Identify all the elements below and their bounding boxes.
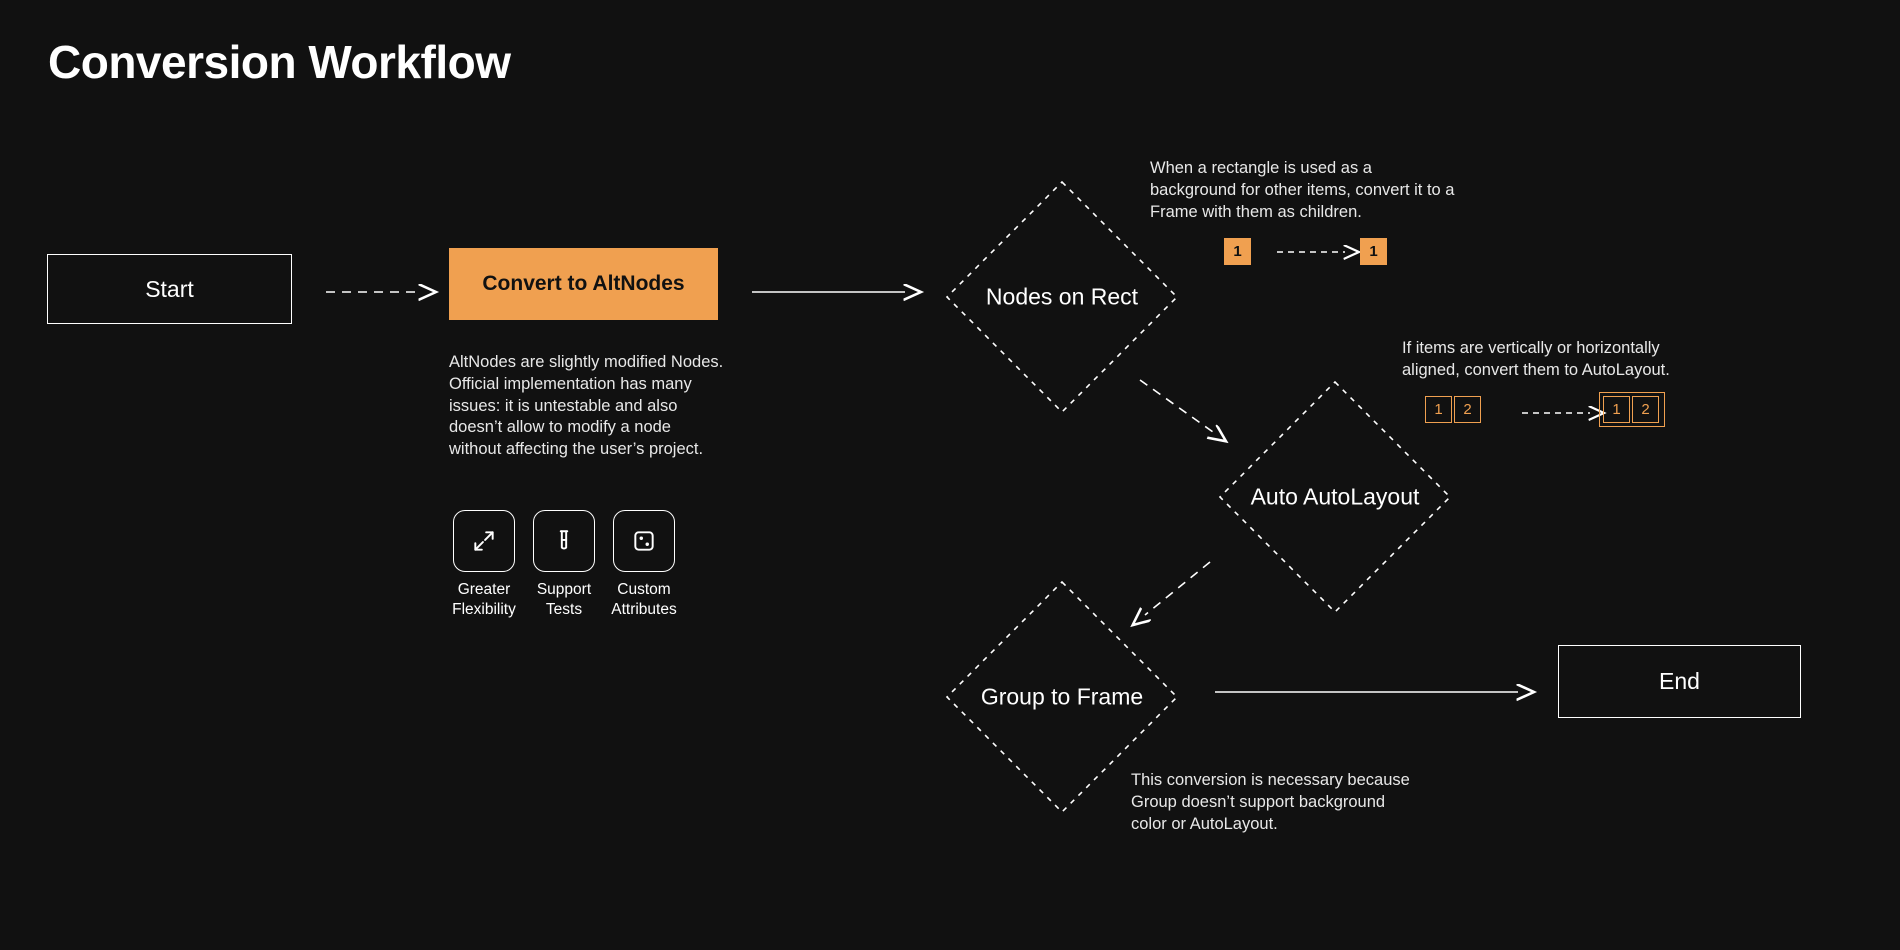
- note-group-to-frame: This conversion is necessary because Group doesn’t support background color or AutoLayout.: [1131, 771, 1410, 833]
- node-group-to-frame-label: Group to Frame: [980, 683, 1144, 710]
- node-convert-to-altnodes[interactable]: [449, 248, 718, 320]
- test-tube-icon: [533, 510, 595, 572]
- chip-group-align-after: [1599, 392, 1665, 427]
- node-convert-label: Convert to AltNodes: [482, 272, 685, 295]
- page-title: Conversion Workflow: [48, 36, 511, 88]
- node-start-label: Start: [145, 275, 194, 302]
- node-end-label: End: [1659, 668, 1700, 694]
- expand-arrows-icon: [453, 510, 515, 572]
- feature-support-tests: [532, 510, 596, 620]
- feature-label: Support Tests: [536, 581, 592, 618]
- node-nodes-on-rect-label: Nodes on Rect: [985, 283, 1139, 310]
- node-end[interactable]: [1558, 645, 1801, 718]
- chip-group-rect-before: [1224, 238, 1253, 265]
- chip: 2: [1454, 396, 1481, 423]
- node-auto-autolayout-label: Auto AutoLayout: [1250, 483, 1420, 510]
- custom-attributes-icon: [613, 510, 675, 572]
- node-start[interactable]: [47, 254, 292, 324]
- feature-label: Custom Attributes: [611, 581, 677, 618]
- chip: 1: [1603, 396, 1630, 423]
- chip-group-align-before: [1425, 396, 1483, 423]
- note-altnodes: AltNodes are slightly modified Nodes. Official implementation has many issues: it is untestable and also doesn’t allow to modify a node without affecting the user’s project.: [449, 353, 724, 459]
- chip: 1: [1425, 396, 1452, 423]
- feature-custom-attributes: [612, 510, 676, 620]
- feature-list: [452, 510, 676, 620]
- node-nodes-on-rect[interactable]: [943, 178, 1181, 416]
- chip-group-rect-after: [1360, 238, 1389, 265]
- feature-greater-flexibility: [452, 510, 516, 620]
- note-nodes-on-rect: When a rectangle is used as a background for other items, convert it to a Frame with them as children.: [1150, 159, 1455, 221]
- chip: 1: [1224, 238, 1251, 265]
- chip: 2: [1632, 396, 1659, 423]
- chip: 1: [1360, 238, 1387, 265]
- node-auto-autolayout[interactable]: [1216, 378, 1454, 616]
- feature-label: Greater Flexibility: [452, 581, 516, 618]
- note-auto-autolayout: If items are vertically or horizontally aligned, convert them to AutoLayout.: [1402, 339, 1670, 379]
